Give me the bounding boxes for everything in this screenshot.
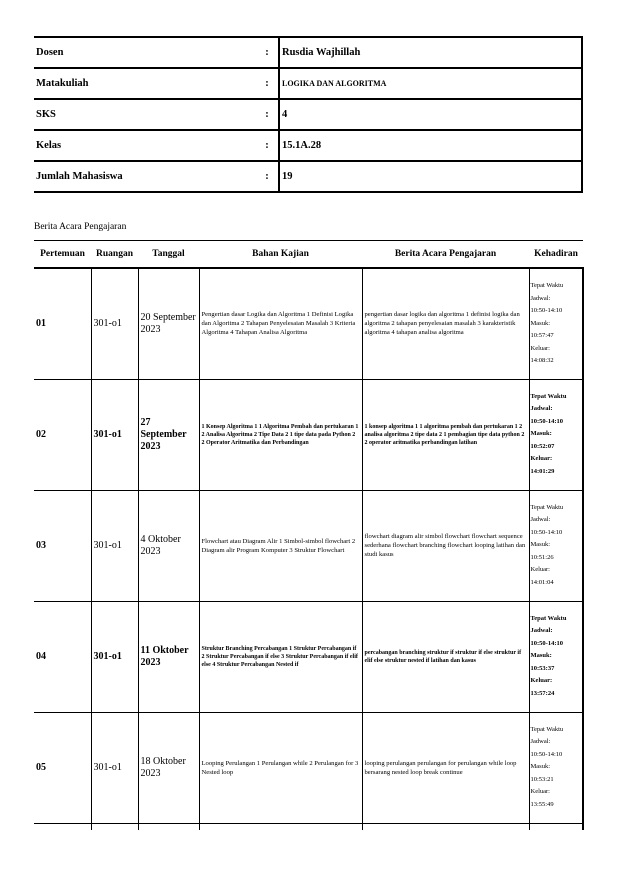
attendance-schedule-label: Jadwal: xyxy=(530,516,551,524)
attendance-schedule: 10:50-14:10 xyxy=(530,639,563,647)
attendance-schedule: 10:50-14:10 xyxy=(530,307,563,314)
info-row-sks xyxy=(34,99,582,130)
kelas-value: 15.1A.28 xyxy=(279,130,582,161)
attendance-out: 14:01:29 xyxy=(530,467,555,475)
attendance-in-label: Masuk: xyxy=(530,652,552,660)
attendance-out: 13:57:24 xyxy=(530,689,555,697)
header-berita-acara: Berita Acara Pengajaran xyxy=(362,241,529,269)
attendance-status: Tepat Waktu xyxy=(530,282,564,289)
attendance-schedule-label: Jadwal: xyxy=(530,627,553,635)
room: 301-o1 xyxy=(91,490,138,601)
attendance xyxy=(529,712,583,823)
berita-acara-table xyxy=(34,240,584,830)
attendance xyxy=(529,268,583,379)
attendance-out-label: Keluar: xyxy=(530,455,553,463)
date: 11 Oktober 2023 xyxy=(138,601,199,712)
header-ruangan: Ruangan xyxy=(91,241,138,269)
date: 27 September 2023 xyxy=(138,379,199,490)
room: 301-o1 xyxy=(91,379,138,490)
jumlah-mahasiswa-label: Jumlah Mahasiswa xyxy=(34,161,256,192)
matakuliah-label: Matakuliah xyxy=(34,68,256,99)
bahan-kajian: Looping Perulangan 1 Perulangan while 2 Perulangan for 3 Nested loop xyxy=(199,712,362,823)
colon: : xyxy=(256,161,279,192)
meeting-number: 01 xyxy=(34,268,91,379)
berita-acara: percabangan branching struktur if struktur if else struktur if elif else struktur nested if latihan dan kasus xyxy=(362,601,529,712)
table-row xyxy=(34,268,583,379)
bahan-kajian: Flowchart atau Diagram Alir 1 Simbol-simbol flowchart 2 Diagram alir Program Komputer 3 Struktur Flowchart xyxy=(199,490,362,601)
attendance-in: 10:51:26 xyxy=(530,553,554,561)
continuation-cell xyxy=(529,823,583,830)
attendance-status: Tepat Waktu xyxy=(530,503,564,511)
attendance-status: Tepat Waktu xyxy=(530,614,567,622)
berita-acara: looping perulangan perulangan for perulangan while loop bersarang nested loop break continue xyxy=(362,712,529,823)
attendance-in-label: Masuk: xyxy=(530,430,552,438)
attendance-in: 10:57:47 xyxy=(530,332,554,339)
attendance-in: 10:53:21 xyxy=(530,775,554,783)
attendance-out-label: Keluar: xyxy=(530,344,550,352)
attendance-schedule: 10:50-14:10 xyxy=(530,528,563,536)
attendance-in-label: Masuk: xyxy=(530,319,550,327)
continuation-cell xyxy=(138,823,199,830)
date: 4 Oktober 2023 xyxy=(138,490,199,601)
attendance-out: 13:55:49 xyxy=(530,800,554,808)
colon: : xyxy=(256,68,279,99)
room: 301-o1 xyxy=(91,601,138,712)
attendance-schedule: 10:50-14:10 xyxy=(530,750,563,758)
bahan-kajian: 1 Konsep Algoritma 1 1 Algoritma Pembah dan pertukaran 1 2 Analisa Algoritma 2 Tipe Data 2 1 tipe data pada Python 2 2 Operator Aritmatika dan Perbandingan xyxy=(199,379,362,490)
attendance-status: Tepat Waktu xyxy=(530,392,567,400)
attendance xyxy=(529,379,583,490)
berita-acara: pengertian dasar logika dan algoritma 1 definisi logika dan algoritma 2 tahapan penyelesaian masalah 3 karakteristik algoritma 4 tahapan analisa algoritma xyxy=(362,268,529,379)
dosen-value: Rusdia Wajhillah xyxy=(279,37,582,68)
room: 301-o1 xyxy=(91,712,138,823)
dosen-label: Dosen xyxy=(34,37,256,68)
attendance-schedule-label: Jadwal: xyxy=(530,405,553,413)
header-pertemuan: Pertemuan xyxy=(34,241,91,269)
course-info-table xyxy=(34,36,583,193)
attendance-out-label: Keluar: xyxy=(530,566,550,574)
table-header-row xyxy=(34,241,583,269)
attendance-out: 14:01:04 xyxy=(530,578,554,586)
table-continuation-row xyxy=(34,823,583,830)
attendance-in: 10:53:37 xyxy=(530,664,555,672)
berita-acara: flowchart diagram alir simbol flowchart flowchart sequence sederhana flowchart branching flowchart looping latihan dan studi kasus xyxy=(362,490,529,601)
date: 18 Oktober 2023 xyxy=(138,712,199,823)
attendance-out-label: Keluar: xyxy=(530,677,553,685)
attendance-in-label: Masuk: xyxy=(530,763,550,771)
continuation-cell xyxy=(91,823,138,830)
kelas-label: Kelas xyxy=(34,130,256,161)
table-row xyxy=(34,490,583,601)
info-row-matakuliah xyxy=(34,68,582,99)
attendance-out: 14:08:32 xyxy=(530,357,554,364)
attendance xyxy=(529,490,583,601)
colon: : xyxy=(256,99,279,130)
info-row-jumlah-mahasiswa xyxy=(34,161,582,192)
attendance-out-label: Keluar: xyxy=(530,788,550,796)
meeting-number: 04 xyxy=(34,601,91,712)
attendance-in: 10:52:07 xyxy=(530,442,555,450)
sks-label: SKS xyxy=(34,99,256,130)
header-tanggal: Tanggal xyxy=(138,241,199,269)
continuation-cell xyxy=(362,823,529,830)
attendance-in-label: Masuk: xyxy=(530,541,550,549)
date: 20 September 2023 xyxy=(138,268,199,379)
sks-value: 4 xyxy=(279,99,582,130)
meeting-number: 03 xyxy=(34,490,91,601)
continuation-cell xyxy=(34,823,91,830)
table-row xyxy=(34,712,583,823)
bahan-kajian: Pengertian dasar Logika dan Algoritma 1 Definisi Logika dan Algoritma 2 Tahapan Penyelesaian Masalah 3 Kriteria Algoritma 4 Tahapan Analisa Algoritma xyxy=(199,268,362,379)
attendance-status: Tepat Waktu xyxy=(530,725,564,733)
meeting-number: 05 xyxy=(34,712,91,823)
attendance-schedule-label: Jadwal: xyxy=(530,294,551,302)
bahan-kajian: Struktur Branching Percabangan 1 Struktur Percabangan if 2 Struktur Percabangan if else 3 Struktur Percabangan if elif else 4 Struktur Percabangan Nested if xyxy=(199,601,362,712)
meeting-number: 02 xyxy=(34,379,91,490)
berita-acara: 1 konsep algoritma 1 1 algoritma pembah dan pertukaran 1 2 analisa algoritma 2 tipe data 2 1 pembagian tipe data python 2 2 operator aritmatika perbandingan latihan xyxy=(362,379,529,490)
attendance-schedule: 10:50-14:10 xyxy=(530,417,563,425)
info-row-kelas xyxy=(34,130,582,161)
attendance xyxy=(529,601,583,712)
colon: : xyxy=(256,37,279,68)
table-row xyxy=(34,379,583,490)
info-row-dosen xyxy=(34,37,582,68)
continuation-cell xyxy=(199,823,362,830)
header-bahan-kajian: Bahan Kajian xyxy=(199,241,362,269)
jumlah-mahasiswa-value: 19 xyxy=(279,161,582,192)
matakuliah-value: LOGIKA DAN ALGORITMA xyxy=(279,68,582,99)
table-row xyxy=(34,601,583,712)
attendance-schedule-label: Jadwal: xyxy=(530,738,551,746)
header-kehadiran: Kehadiran xyxy=(529,241,583,269)
section-title: Berita Acara Pengajaran xyxy=(34,222,127,232)
room: 301-o1 xyxy=(91,268,138,379)
colon: : xyxy=(256,130,279,161)
